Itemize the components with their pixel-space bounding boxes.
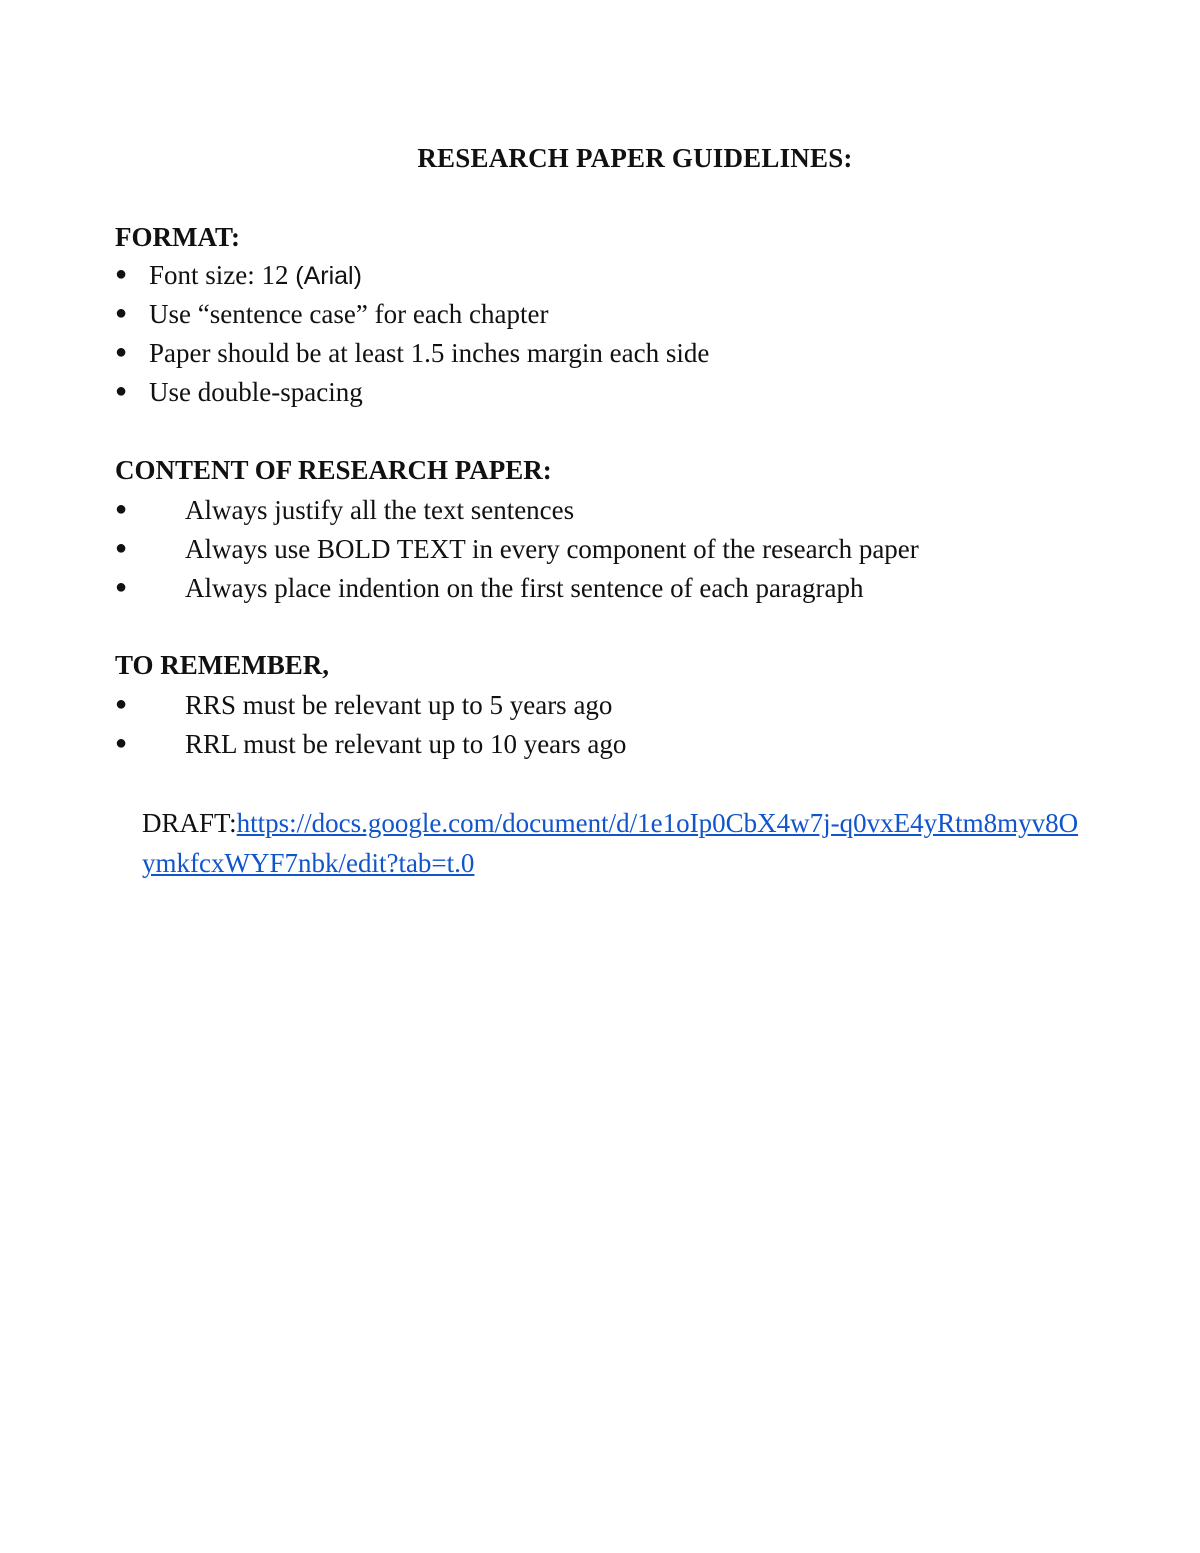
list-item-text: Always use BOLD TEXT in every component of the research paper: [185, 534, 919, 564]
bullet-icon: ●: [115, 693, 128, 716]
document-title: RESEARCH PAPER GUIDELINES:: [417, 143, 853, 173]
section-heading-remember: TO REMEMBER,: [115, 650, 330, 680]
list-item: [115, 334, 709, 373]
list-item-text: Use “sentence case” for each chapter: [149, 299, 549, 329]
list-item-text: Always place indention on the first sentence of each paragraph: [185, 573, 864, 603]
remember-list: [115, 686, 626, 764]
bullet-icon: ●: [115, 263, 128, 286]
list-item-text: RRL must be relevant up to 10 years ago: [185, 729, 627, 759]
list-item-text: Font size: 12: [149, 260, 296, 290]
draft-line: [142, 803, 1082, 883]
list-item: [115, 373, 709, 412]
section-heading-format: FORMAT:: [115, 222, 240, 252]
list-item: [115, 295, 709, 334]
content-list: [115, 491, 919, 608]
bullet-icon: ●: [115, 498, 128, 521]
bullet-icon: ●: [115, 380, 128, 403]
list-item: [115, 725, 626, 764]
list-item: [115, 530, 919, 569]
list-item-text: RRS must be relevant up to 5 years ago: [185, 690, 613, 720]
bullet-icon: ●: [115, 732, 128, 755]
font-note: (Arial): [295, 262, 362, 290]
draft-link[interactable]: https://docs.google.com/document/d/1e1oIp0CbX4w7j-q0vxE4yRtm8myv8OymkfcxWYF7nbk/edit?tab=t.0: [142, 808, 1079, 878]
list-item: [115, 569, 919, 608]
bullet-icon: ●: [115, 576, 128, 599]
draft-label: DRAFT:: [142, 808, 237, 838]
format-list: [115, 256, 709, 412]
bullet-icon: ●: [115, 302, 128, 325]
list-item: [115, 256, 709, 295]
list-item: [115, 491, 919, 530]
list-item: [115, 686, 626, 725]
list-item-text: Use double-spacing: [149, 377, 363, 407]
bullet-icon: ●: [115, 341, 128, 364]
list-item-text: Always justify all the text sentences: [185, 495, 575, 525]
bullet-icon: ●: [115, 537, 128, 560]
section-heading-content: CONTENT OF RESEARCH PAPER:: [115, 455, 552, 485]
list-item-text: Paper should be at least 1.5 inches margin each side: [149, 338, 710, 368]
